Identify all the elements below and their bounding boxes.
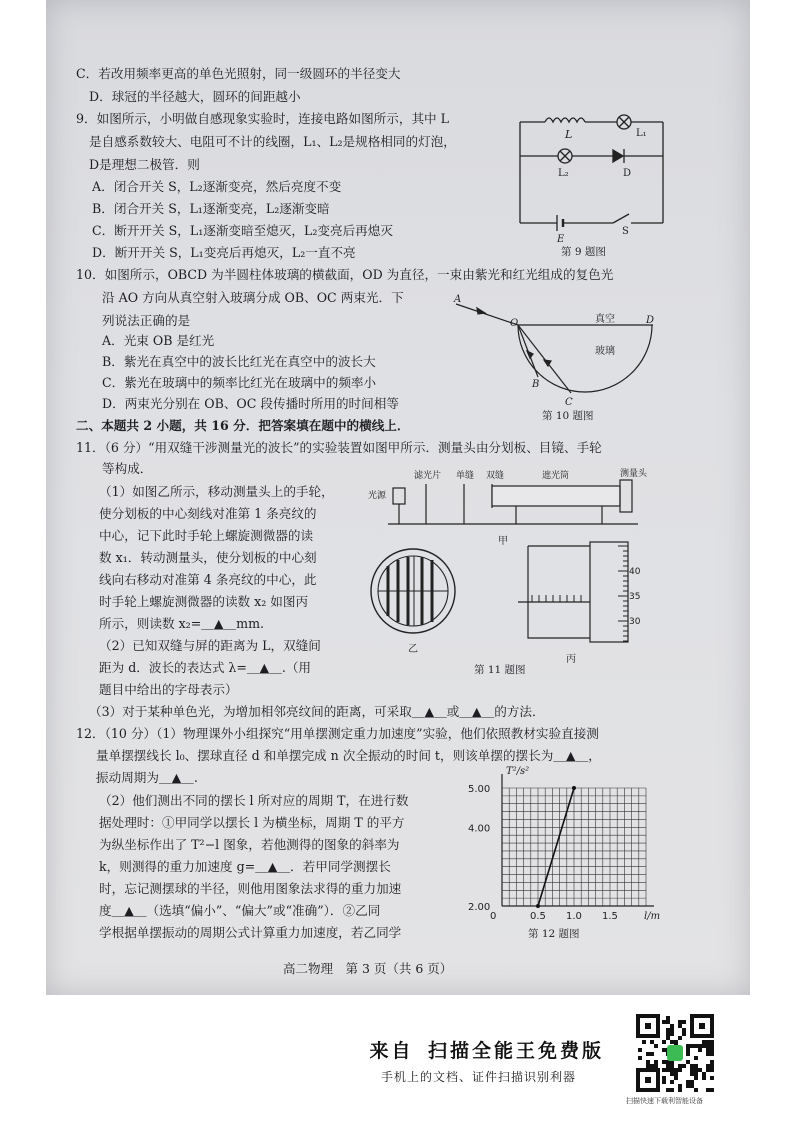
qr-cell: [646, 1064, 650, 1068]
q11-p2-line1: （2）已知双缝与屏的距离为 L，双缝间: [99, 638, 321, 653]
micrometer-thimble: [590, 542, 628, 642]
qr-cell: [710, 1068, 714, 1072]
qr-cell: [710, 1052, 714, 1056]
tick-40: 40: [629, 567, 641, 577]
qr-cell: [666, 1028, 670, 1032]
label-l2: L₂: [558, 168, 569, 179]
qr-cell: [706, 1088, 710, 1092]
qr-cell: [646, 1060, 650, 1064]
q8-option-d: D．球冠的半径越大，圆环的间距越小: [89, 89, 301, 104]
q11-eyepiece-yi: [368, 546, 458, 656]
label-double-slit: 双缝: [486, 471, 505, 481]
qr-cell: [638, 1048, 642, 1052]
q12-p2-line3: 为纵坐标作出了 T²−l 图象，若他测得的图象的斜率为: [99, 837, 400, 852]
measuring-head: [620, 480, 632, 512]
label-source: 光源: [368, 491, 387, 501]
qr-cell: [682, 1020, 686, 1024]
q9-circuit-diagram: [505, 108, 675, 250]
q11-p1-line7: 所示，则读数 x₂=＿▲＿mm.: [99, 616, 265, 631]
tick-35: 35: [629, 592, 641, 602]
q9-caption: 第 9 题图: [561, 246, 606, 258]
qr-cell: [670, 1028, 674, 1032]
page-footer: 高二物理 第 3 页（共 6 页）: [283, 961, 453, 976]
qr-cell: [694, 1056, 698, 1060]
qr-cell: [694, 1072, 698, 1076]
qr-cell: [694, 1088, 698, 1092]
qr-cell: [678, 1088, 682, 1092]
qr-cell: [710, 1076, 714, 1080]
qr-cell: [666, 1068, 670, 1072]
qr-cell: [706, 1064, 710, 1068]
label-head: 测量头: [620, 469, 648, 479]
qr-cell: [650, 1052, 654, 1056]
qr-cell: [666, 1032, 670, 1036]
qr-code[interactable]: [636, 1014, 714, 1092]
qr-cell: [686, 1080, 690, 1084]
label-bing: 丙: [566, 654, 576, 665]
diode: [613, 150, 623, 162]
q10-stem-3: 列说法正确的是: [102, 313, 191, 328]
qr-cell: [706, 1040, 710, 1044]
qr-cell: [650, 1064, 654, 1068]
qr-cell: [670, 1064, 674, 1068]
label-o: O: [510, 318, 519, 329]
qr-cell: [674, 1076, 678, 1080]
scanner-logo-icon: [667, 1045, 683, 1061]
qr-cell: [710, 1044, 714, 1048]
q12-p2-line2: 据处理时：①甲同学以摆长 l 为横坐标，周期 T 的平方: [99, 815, 405, 830]
qr-cell: [662, 1076, 666, 1080]
qr-cell: [706, 1068, 710, 1072]
qr-cell: [706, 1048, 710, 1052]
qr-cell: [710, 1060, 714, 1064]
qr-cell: [682, 1032, 686, 1036]
q11-p2-line3: 题目中给出的字母表示）: [99, 682, 238, 697]
qr-cell: [654, 1044, 658, 1048]
q11-p2-line2: 距为 d．波长的表达式 λ=＿▲＿.（用: [99, 660, 312, 675]
q12-stem-1: 12．（10 分）（1）物理课外小组探究“用单摆测定重力加速度”实验，他们依照教材实验直接测: [76, 726, 599, 741]
qr-cell: [694, 1044, 698, 1048]
q12-stem-3: 振动周期为＿▲＿.: [96, 770, 198, 785]
q10-option-c: C．紫光在玻璃中的频率比红光在玻璃中的频率小: [102, 375, 377, 390]
q11-stem-1: 11．（6 分）“用双缝干涉测量光的波长”的实验装置如图甲所示．测量头由分划板、目镜、手轮: [76, 440, 602, 455]
qr-cell: [698, 1048, 702, 1052]
qr-cell: [666, 1088, 670, 1092]
label-d: D: [623, 168, 632, 179]
q11-p1-line4: 数 x₁．转动测量头，使分划板的中心刻: [99, 550, 317, 565]
qr-cell: [674, 1040, 678, 1044]
qr-cell: [694, 1076, 698, 1080]
qr-cell: [670, 1032, 674, 1036]
q10-option-d: D．两束光分别在 OB、OC 段传播时所用的时间相等: [102, 396, 399, 411]
qr-cell: [678, 1036, 682, 1040]
qr-cell: [686, 1060, 690, 1064]
qr-cell: [670, 1072, 674, 1076]
scanner-subtitle: 手机上的文档、证件扫描识别利器: [381, 1070, 577, 1084]
qr-cell: [686, 1052, 690, 1056]
y-tick-label: 2.00: [468, 902, 491, 913]
q11-p1-line5: 线向右移动对准第 4 条亮纹的中心，此: [99, 572, 317, 587]
q10-caption: 第 10 题图: [542, 410, 594, 422]
qr-cell: [650, 1040, 654, 1044]
qr-cell: [654, 1064, 658, 1068]
label-l: L: [565, 128, 573, 141]
q9-option-b: B．闭合开关 S，L₁逐渐变亮，L₂逐渐变暗: [92, 201, 330, 216]
q10-stem-2: 沿 AO 方向从真空射入玻璃分成 OB、OC 两束光．下: [102, 290, 404, 305]
qr-cell: [662, 1080, 666, 1084]
q11-p1-line6: 时手轮上螺旋测微器的读数 x₂ 如图丙: [99, 594, 309, 609]
q11-micrometer-bing: [518, 542, 648, 666]
qr-cell: [686, 1044, 690, 1048]
label-filter: 滤光片: [414, 471, 442, 481]
x-tick-label: 1.5: [602, 911, 618, 922]
label-jia: 甲: [498, 536, 508, 547]
q12-stem-2: 量单摆摆线长 l₀、摆球直径 d 和单摆完成 n 次全振动的时间 t，则该单摆的摆长为＿▲＿，: [96, 748, 601, 763]
series-point: [536, 904, 540, 908]
incident-ray-ao: [456, 304, 518, 325]
label-s: S: [622, 226, 629, 237]
q9-stem-1: 9．如图所示，小明做自感现象实验时，连接电路如图所示，其中 L: [76, 111, 450, 126]
q11-p1-line1: （1）如图乙所示，移动测量头上的手轮，: [99, 484, 334, 499]
qr-cell: [674, 1072, 678, 1076]
label-tube: 遮光筒: [542, 471, 570, 481]
label-l1: L₁: [636, 128, 647, 139]
qr-cell: [662, 1060, 666, 1064]
q12-t2-l-chart: [456, 762, 661, 922]
q9-option-d: D．断开开关 S，L₁变亮后再熄灭，L₂一直不亮: [92, 245, 356, 260]
qr-cell: [694, 1068, 698, 1072]
q12-caption: 第 12 题图: [528, 928, 580, 940]
label-single-slit: 单缝: [456, 471, 475, 481]
qr-cell: [690, 1080, 694, 1084]
inductor-coil: [545, 118, 585, 122]
label-b: B: [532, 379, 540, 390]
x-tick-label: 0.5: [530, 911, 546, 922]
shading-tube: [492, 486, 620, 506]
label-vacuum: 真空: [595, 314, 615, 325]
q12-p2-line7: 学根据单摆振动的周期公式计算重力加速度，若乙同学: [99, 925, 402, 940]
q11-apparatus-jia: [366, 464, 650, 550]
qr-cell: [678, 1020, 682, 1024]
qr-cell: [702, 1044, 706, 1048]
x-tick-label: 1.0: [566, 911, 582, 922]
q12-p2-line6: 度＿▲＿（选填“偏小”、“偏大”或“准确”）．②乙同: [99, 903, 381, 918]
qr-cell: [670, 1040, 674, 1044]
label-d: D: [646, 315, 655, 326]
qr-cell: [674, 1068, 678, 1072]
q12-p2-line4: k，则测得的重力加速度 g=＿▲＿．若甲同学测摆长: [99, 859, 391, 874]
qr-cell: [666, 1036, 670, 1040]
q11-p3: （3）对于某种单色光，为增加相邻亮纹间的距离，可采取＿▲＿或＿▲＿的方法．: [89, 704, 545, 719]
q12-p2-line1: （2）他们测出不同的摆长 l 所对应的周期 T，在进行数: [99, 793, 409, 808]
tick-30: 30: [629, 617, 641, 627]
qr-cell: [702, 1040, 706, 1044]
switch-s: [613, 214, 629, 223]
q11-p1-line2: 使分划板的中心刻线对准第 1 条亮纹的: [99, 506, 317, 521]
qr-cell: [702, 1072, 706, 1076]
qr-cell: [670, 1088, 674, 1092]
q9-stem-3: D是理想二极管．则: [89, 157, 200, 172]
qr-cell: [638, 1056, 642, 1060]
qr-cell: [670, 1024, 674, 1028]
qr-cell: [710, 1088, 714, 1092]
qr-cell: [646, 1052, 650, 1056]
qr-cell: [710, 1048, 714, 1052]
y-axis-label: T²/s²: [506, 766, 530, 777]
qr-cell: [670, 1068, 674, 1072]
label-yi: 乙: [408, 644, 418, 655]
label-glass: 玻璃: [595, 346, 615, 357]
q11-caption: 第 11 题图: [474, 664, 526, 676]
scanner-brand: 来自 扫描全能王免费版: [369, 1040, 604, 1062]
q9-option-a: A．闭合开关 S，L₂逐渐变亮，然后亮度不变: [92, 179, 342, 194]
qr-cell: [690, 1084, 694, 1088]
q10-option-a: A．光束 OB 是红光: [102, 333, 215, 348]
series-point: [572, 786, 576, 790]
y-tick-label: 4.00: [468, 823, 491, 835]
x-tick-label: 0: [490, 911, 497, 922]
qr-cell: [698, 1068, 702, 1072]
section-2-heading: 二、本题共 2 小题，共 16 分．把答案填在题中的横线上．: [76, 418, 410, 433]
light-source: [393, 488, 405, 504]
qr-cell: [678, 1064, 682, 1068]
q11-p1-line3: 中心，记下此时手轮上螺旋测微器的读: [99, 528, 314, 543]
qr-cell: [682, 1028, 686, 1032]
q9-stem-2: 是自感系数较大、电阻可不计的线圈，L₁、L₂是规格相同的灯泡，: [89, 134, 456, 149]
y-tick-label: 5.00: [468, 784, 491, 795]
qr-cell: [678, 1068, 682, 1072]
q10-option-b: B．紫光在真空中的波长比红光在真空中的波长大: [102, 354, 376, 369]
qr-cell: [666, 1064, 670, 1068]
qr-cell: [698, 1044, 702, 1048]
x-axis-label: l/m: [644, 911, 661, 922]
qr-cell: [710, 1064, 714, 1068]
q10-semicircle-diagram: [448, 292, 660, 410]
q12-p2-line5: 时，忘记测摆球的半径，则他用图象法求得的重力加速: [99, 881, 402, 896]
qr-cell: [654, 1060, 658, 1064]
q8-option-c: C．若改用频率更高的单色光照射，同一级圆环的半径变大: [76, 66, 401, 81]
qr-cell: [662, 1040, 666, 1044]
q10-stem-1: 10．如图所示，OBCD 为半圆柱体玻璃的横截面，OD 为直径，一束由紫光和红光组成的复色光: [76, 267, 614, 282]
label-a: A: [454, 294, 462, 305]
qr-cell: [690, 1044, 694, 1048]
q9-option-c: C．断开开关 S，L₁逐渐变暗至熄灭，L₂变亮后再熄灭: [92, 223, 393, 238]
label-c: C: [565, 397, 573, 408]
qr-cell: [702, 1076, 706, 1080]
qr-cell: [710, 1040, 714, 1044]
qr-cell: [678, 1084, 682, 1088]
qr-cell: [690, 1068, 694, 1072]
qr-cell: [642, 1040, 646, 1044]
qr-cell: [662, 1068, 666, 1072]
qr-cell: [666, 1016, 670, 1020]
qr-cell: [694, 1064, 698, 1068]
label-e: E: [557, 234, 565, 245]
qr-cell: [666, 1020, 670, 1024]
series-line: [538, 788, 574, 906]
qr-cell: [662, 1048, 666, 1052]
qr-cell: [686, 1048, 690, 1052]
qr-cell: [690, 1064, 694, 1068]
qr-cell: [706, 1044, 710, 1048]
qr-cell: [706, 1052, 710, 1056]
qr-caption: 扫描快速下载利智能设备: [626, 1097, 703, 1105]
ray-oc: [518, 325, 571, 393]
qr-cell: [682, 1064, 686, 1068]
qr-cell: [670, 1080, 674, 1084]
qr-cell: [686, 1084, 690, 1088]
q11-stem-2: 等构成．: [102, 461, 153, 476]
qr-cell: [662, 1020, 666, 1024]
qr-cell: [678, 1024, 682, 1028]
qr-cell: [690, 1072, 694, 1076]
